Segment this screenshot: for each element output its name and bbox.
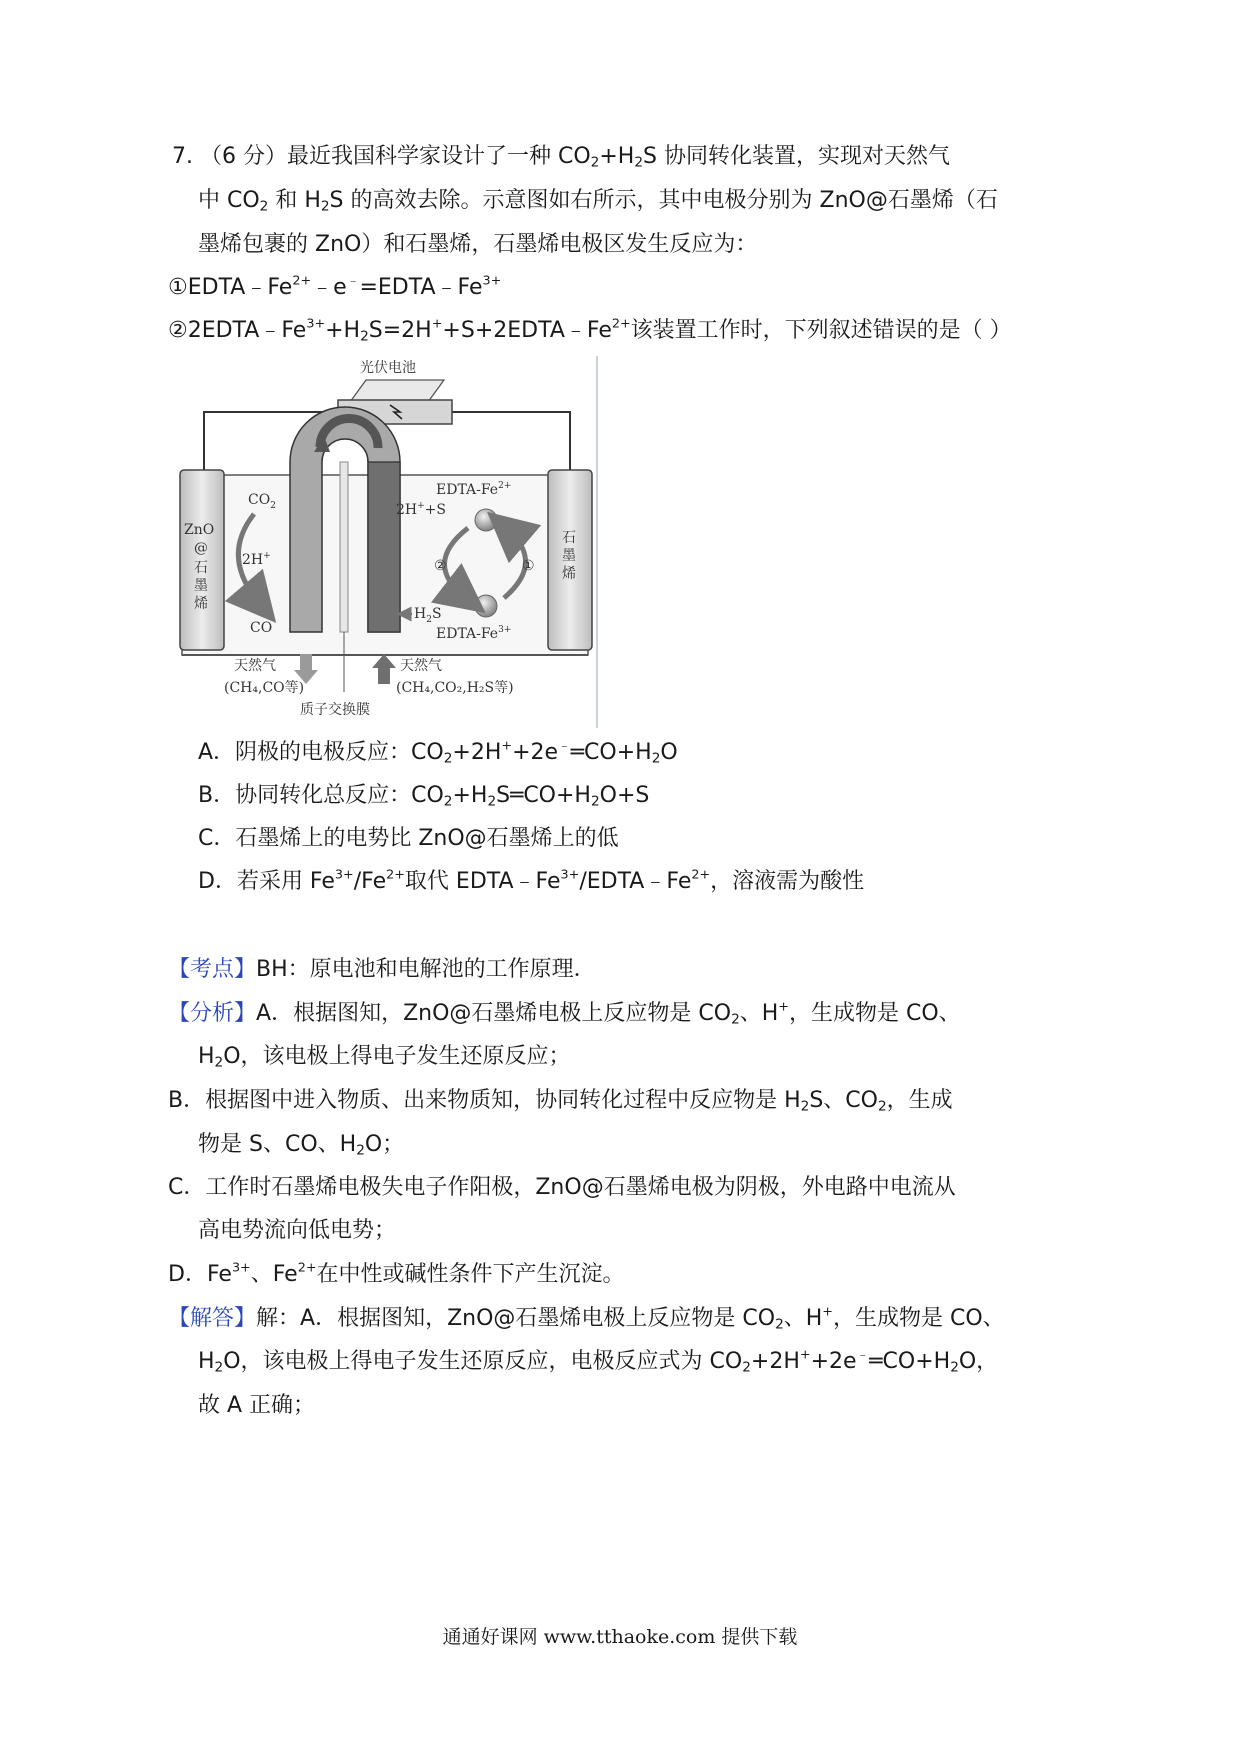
tspan: 2H	[396, 502, 418, 518]
text: 解：A．根据图知，ZnO@石墨烯电极上反应物是 CO	[256, 1306, 776, 1331]
sub: 2	[877, 1098, 887, 1115]
sub: 2	[214, 1359, 224, 1376]
text: C．石墨烯上的电势比 ZnO@石墨烯上的低	[198, 826, 619, 851]
sub: 2	[443, 750, 453, 767]
page-footer: 通通好课网 www.tthaoke.com 提供下载	[442, 1626, 798, 1648]
text: S=2H	[368, 318, 432, 343]
sup: 3+	[482, 273, 502, 289]
fenxi-line-1	[168, 999, 961, 1029]
text: =EDTA﹣Fe	[359, 275, 483, 300]
tspan: 2	[270, 501, 276, 511]
text: O，	[958, 1349, 999, 1374]
fenxi-line-2	[198, 1042, 571, 1072]
text: 墨	[562, 548, 576, 564]
text: ，生成物是 CO、	[788, 1001, 961, 1026]
jieda-tag: 【解答】	[168, 1306, 257, 1331]
sup: +	[501, 738, 513, 754]
text: 墨烯包裹的 ZnO）和石墨烯，石墨烯电极区发生反应为：	[198, 232, 758, 257]
text: +2e	[810, 1349, 857, 1374]
sub: 2	[731, 1011, 740, 1028]
text: 墨	[194, 578, 208, 594]
text: BH：原电池和电解池的工作原理．	[256, 957, 596, 982]
fenxi-line-6	[198, 1216, 396, 1246]
tspan: 2+	[498, 481, 512, 491]
tspan: +	[417, 501, 425, 511]
text: 高电势流向低电势；	[198, 1218, 397, 1243]
solar-cell-label: 光伏电池	[360, 360, 416, 376]
text: 石	[562, 530, 576, 546]
sub: 2	[651, 750, 661, 767]
text: B．协同转化总反应：CO	[198, 783, 444, 808]
text: 烯	[562, 566, 576, 582]
text: +2H	[452, 740, 502, 765]
sup: 3+	[231, 1260, 251, 1276]
tspan: EDTA-Fe	[436, 626, 499, 642]
text: O；	[364, 1132, 405, 1157]
sub: 2	[214, 1054, 224, 1071]
text: O	[660, 740, 678, 765]
text: H	[198, 1044, 215, 1069]
sup: +	[431, 316, 443, 332]
sub: 2	[320, 198, 330, 215]
text: 、H	[783, 1306, 823, 1331]
diagram-divider	[596, 356, 598, 728]
polygon	[350, 380, 444, 402]
text: +2e	[512, 740, 559, 765]
text: 中 CO	[198, 188, 260, 213]
sup: ﹣	[558, 738, 571, 754]
text: ②2EDTA﹣Fe	[168, 318, 307, 343]
text: ，生成物是 CO、	[832, 1306, 1005, 1331]
gas-in-composition: (CH₄,CO₂,H₂S等)	[396, 680, 514, 696]
tspan: +S	[424, 502, 446, 518]
tspan: EDTA-Fe	[436, 482, 499, 498]
gas-out-label: 天然气	[234, 658, 276, 674]
text: +S+2EDTA﹣Fe	[442, 318, 612, 343]
text: O，该电极上得电子发生还原反应，电极反应式为 CO	[223, 1349, 743, 1374]
question-points: （6 分）	[200, 144, 287, 169]
gas-in-arrow	[372, 654, 396, 684]
text: /Fe	[353, 869, 387, 894]
kaodian-line	[168, 955, 596, 985]
tspan: S	[431, 606, 442, 622]
question-number: 7.	[172, 144, 193, 169]
sub: 2	[590, 793, 600, 810]
jieda-line-2	[198, 1347, 998, 1377]
option-a	[198, 738, 678, 768]
text: +H	[325, 318, 361, 343]
text: 石	[194, 560, 208, 576]
gas-out-composition: (CH₄,CO等)	[224, 680, 305, 696]
option-d	[198, 867, 864, 897]
text: S、CO	[809, 1088, 878, 1113]
tspan: H	[414, 606, 427, 622]
tspan: 3+	[498, 625, 512, 635]
sub: 2	[443, 793, 453, 810]
text: D．Fe	[168, 1262, 232, 1287]
text: ，生成	[886, 1088, 953, 1113]
text: /EDTA﹣Fe	[579, 869, 692, 894]
text: B．根据图中进入物质、出来物质知，协同转化过程中反应物是 H	[168, 1088, 801, 1113]
text: 故 A 正确；	[198, 1393, 316, 1418]
step-2-label: ②	[434, 558, 447, 574]
sup: ﹣	[856, 1347, 870, 1363]
tspan: CO	[248, 492, 271, 508]
fenxi-line-5	[168, 1173, 956, 1203]
text: +2H	[750, 1349, 800, 1374]
kaodian-tag: 【考点】	[168, 957, 257, 982]
sup: 2+	[386, 867, 405, 883]
reaction-1	[168, 273, 501, 303]
text: ①EDTA﹣Fe	[168, 275, 293, 300]
option-b	[198, 781, 649, 811]
text: ═CO+H	[869, 1349, 951, 1374]
text: ZnO	[184, 522, 215, 538]
text: ﹣e	[311, 275, 347, 300]
sub: 2	[950, 1359, 959, 1376]
sup: +	[799, 1347, 811, 1363]
fenxi-line-4	[198, 1130, 404, 1160]
tspan: 2H	[242, 552, 264, 568]
tspan: 2	[426, 615, 432, 625]
sub: 2	[590, 154, 600, 171]
text: O，该电极上得电子发生还原反应；	[223, 1044, 571, 1069]
sup: 2+	[611, 316, 631, 332]
text: A．阴极的电极反应：CO	[198, 740, 444, 765]
sub: 2	[360, 328, 369, 345]
text: @	[194, 540, 208, 556]
text: C．工作时石墨烯电极失电子作阳极，ZnO@石墨烯电极为阴极，外电路中电流从	[168, 1175, 956, 1200]
sup: 2+	[297, 1260, 317, 1276]
text: A．根据图知，ZnO@石墨烯电极上反应物是 CO	[256, 1001, 732, 1026]
sub: 2	[259, 198, 269, 215]
text: 取代 EDTA﹣Fe	[404, 869, 561, 894]
text: H	[198, 1349, 215, 1374]
gas-in-label: 天然气	[400, 658, 442, 674]
text: 物是 S、CO、H	[198, 1132, 357, 1157]
edta-fe2-ball	[475, 509, 497, 531]
edta-fe3-ball	[475, 595, 497, 617]
jieda-line-3	[198, 1391, 315, 1421]
text: S 协同转化装置，实现对天然气	[643, 144, 950, 169]
jieda-line-1	[168, 1304, 1005, 1334]
tspan: +	[263, 551, 271, 561]
text: ═CO+H	[570, 740, 652, 765]
membrane-label: 质子交换膜	[300, 702, 370, 718]
text: 、H	[739, 1001, 779, 1026]
proton-membrane	[340, 462, 348, 632]
text: 在中性或碱性条件下产生沉淀。	[316, 1262, 625, 1287]
sup: ﹣	[346, 273, 360, 289]
step-1-label: ①	[522, 558, 535, 574]
question-line-3	[198, 230, 757, 260]
sup: +	[778, 999, 789, 1015]
text: 、Fe	[250, 1262, 298, 1287]
text: 和 H	[268, 188, 321, 213]
fenxi-line-3	[168, 1086, 953, 1116]
text: O+S	[599, 783, 650, 808]
reaction-2	[168, 316, 1012, 346]
text: ，溶液需为酸性	[710, 869, 865, 894]
text: S═CO+H	[496, 783, 591, 808]
sup: 3+	[306, 316, 326, 332]
text: 烯	[194, 596, 208, 612]
sub: 2	[356, 1142, 365, 1159]
sup: +	[822, 1304, 833, 1320]
text: 该装置工作时，下列叙述错误的是（ ）	[630, 318, 1012, 343]
fenxi-line-7	[168, 1260, 625, 1290]
sup: 3+	[334, 867, 354, 883]
sub: 2	[775, 1316, 784, 1333]
text: 最近我国科学家设计了一种 CO	[287, 144, 591, 169]
sub: 2	[742, 1359, 751, 1376]
option-c	[198, 824, 619, 854]
co-label: CO	[250, 620, 273, 636]
text: +H	[452, 783, 488, 808]
sub: 2	[800, 1098, 810, 1115]
sup: 2+	[691, 867, 711, 883]
sup: 3+	[560, 867, 580, 883]
sup: 2+	[292, 273, 312, 289]
question-line-1	[172, 142, 950, 172]
text: D．若采用 Fe	[198, 869, 335, 894]
fenxi-tag: 【分析】	[168, 1001, 257, 1026]
text: S 的高效去除。示意图如右所示，其中电极分别为 ZnO@石墨烯（石	[329, 188, 998, 213]
right-electrode-label	[562, 530, 576, 582]
question-line-2	[198, 186, 998, 216]
sub: 2	[487, 793, 497, 810]
rect	[368, 462, 400, 632]
sub: 2	[634, 154, 643, 171]
text: +H	[599, 144, 635, 169]
